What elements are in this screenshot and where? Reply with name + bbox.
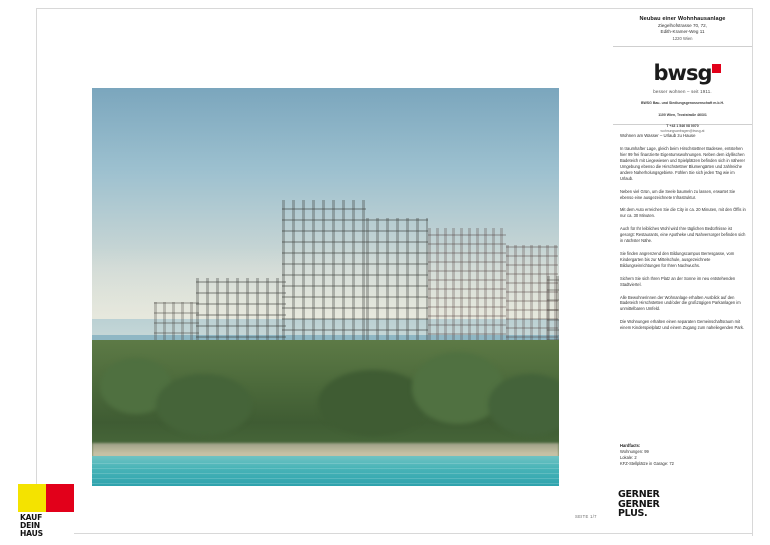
- architect-logo-line2: GERNER: [618, 498, 660, 510]
- hard-facts-item: Lokale: 2: [620, 454, 637, 460]
- developer-logo-block: [613, 47, 752, 133]
- description-paragraph: In traumhafter Lage, gleich beim Hirschstettner Badesee, entstehen hier 99 frei finanzierte Eigentumswohnungen. Neben dem idyllischen Badeteich mit Liegewiesen und Spielplätzen befinden sich in näherer Umgebung ebenso die Hirschstettner Blumengärten und zahlreiche andere Naherholungsgebiete. Fühlen Sie sich jeden Tag wie im Urlaub.: [620, 146, 745, 181]
- hard-facts-block: [620, 443, 746, 466]
- project-address-line1: Ziegelhofstrasse 70, 72,: [657, 23, 708, 28]
- page-border-right: [752, 8, 753, 536]
- partner-logo-text: [20, 514, 43, 539]
- render-vegetation: [92, 340, 559, 458]
- logo-square-yellow-icon: [18, 484, 46, 512]
- partner-logo-kaufdeinhaus: [18, 484, 74, 540]
- description-paragraph: Mit dem Auto erreichen Sie die City in ca. 20 Minuten, mit den Öffis in nur ca. 30 Minuten.: [620, 207, 746, 219]
- architect-logo-line3: PLUS.: [618, 508, 648, 519]
- description-paragraph: Sichern Sie sich Ihren Platz an der Sonne im neu entstehenden Stadtviertel.: [620, 275, 736, 287]
- bwsg-red-square-icon: [712, 64, 721, 73]
- render-bush: [318, 370, 428, 436]
- bwsg-wordmark: bwsg: [653, 61, 712, 85]
- bwsg-company-line3: T +43 1 546 08 0070: [666, 124, 699, 129]
- project-render-image: [92, 88, 559, 486]
- project-address-line2: Edith-Kramer-Weg 11: [660, 29, 705, 35]
- description-paragraph: Neben viel Grün, um die Seele baumeln zu lassen, erwartet Sie ebenso eine ausgezeichnete Infrastruktur.: [620, 188, 736, 200]
- render-bush: [242, 350, 330, 420]
- hard-facts-item: Wohnungen: 99: [620, 449, 649, 454]
- partner-logo-line3: HAUS: [20, 529, 43, 539]
- architect-logo-line1: GERNER: [618, 489, 660, 500]
- bwsg-claim: besser wohnen – seit 1911.: [653, 89, 712, 94]
- description-paragraph: Sie finden angrenzend den Bildungscampus Berresgasse, vom Kindergarten bis zur Mittelschule, ausgezeichnete Bildungseinrichtungen für Ihren Nachwuchs.: [620, 250, 735, 268]
- architect-logo: [618, 490, 660, 519]
- description-paragraph: Alle Bewohnerinnen der Wohnanlage erhalten Ausblick auf den Badeteich Hirschstetten und/oder die großzügigen Parkanlagen im unmittelbaren Umfeld.: [620, 294, 741, 312]
- description-paragraph: Auch für Ihr leibliches Wohl wird Ihre täglichen Bedürfnisse ist gesorgt: Restaurants, eine Apotheke und Nahversorger befinden sich in nächster Nähe.: [620, 226, 746, 244]
- logo-square-red-icon: [46, 484, 74, 512]
- project-header: [613, 9, 752, 47]
- page-border-bottom: [36, 533, 752, 534]
- description-paragraph: Die Wohnungen erhalten einen separaten Gemeinschaftsraum mit einem Kinderspielplatz und einem Zugang zum naheliegenden Park.: [620, 319, 745, 331]
- project-address-line3: 1220 Wien: [672, 35, 693, 41]
- partner-logo-line2: DEIN: [20, 521, 40, 531]
- project-title: Neubau einer Wohnhausanlage: [639, 16, 726, 22]
- hard-facts-title: Hardfacts:: [620, 443, 641, 448]
- bwsg-logo: [654, 63, 712, 84]
- page-border-left: [36, 8, 37, 536]
- bwsg-company-line2: 1100 Wien, Troststraße 46/3/1: [658, 112, 707, 117]
- partner-logo-line1: KAUF: [20, 513, 43, 522]
- logo-square-white-icon: [46, 512, 74, 540]
- render-water-reflection: [92, 460, 559, 484]
- description-lead: Wohnen am Wasser – Urlaub zu Hause: [620, 133, 696, 138]
- page-folio: SEITE 1/7: [575, 514, 597, 519]
- bwsg-email[interactable]: wohnungsanfragen@bwsg.at: [660, 128, 705, 133]
- description-column: [620, 133, 746, 338]
- bwsg-company-line1: BWSG Bau- und Siedlungsgenossenschaft m.b.H.: [640, 101, 725, 105]
- render-bush: [488, 374, 559, 436]
- hard-facts-item: KFZ-Stellplätze in Garage: 72: [620, 460, 674, 466]
- render-bush: [156, 374, 252, 436]
